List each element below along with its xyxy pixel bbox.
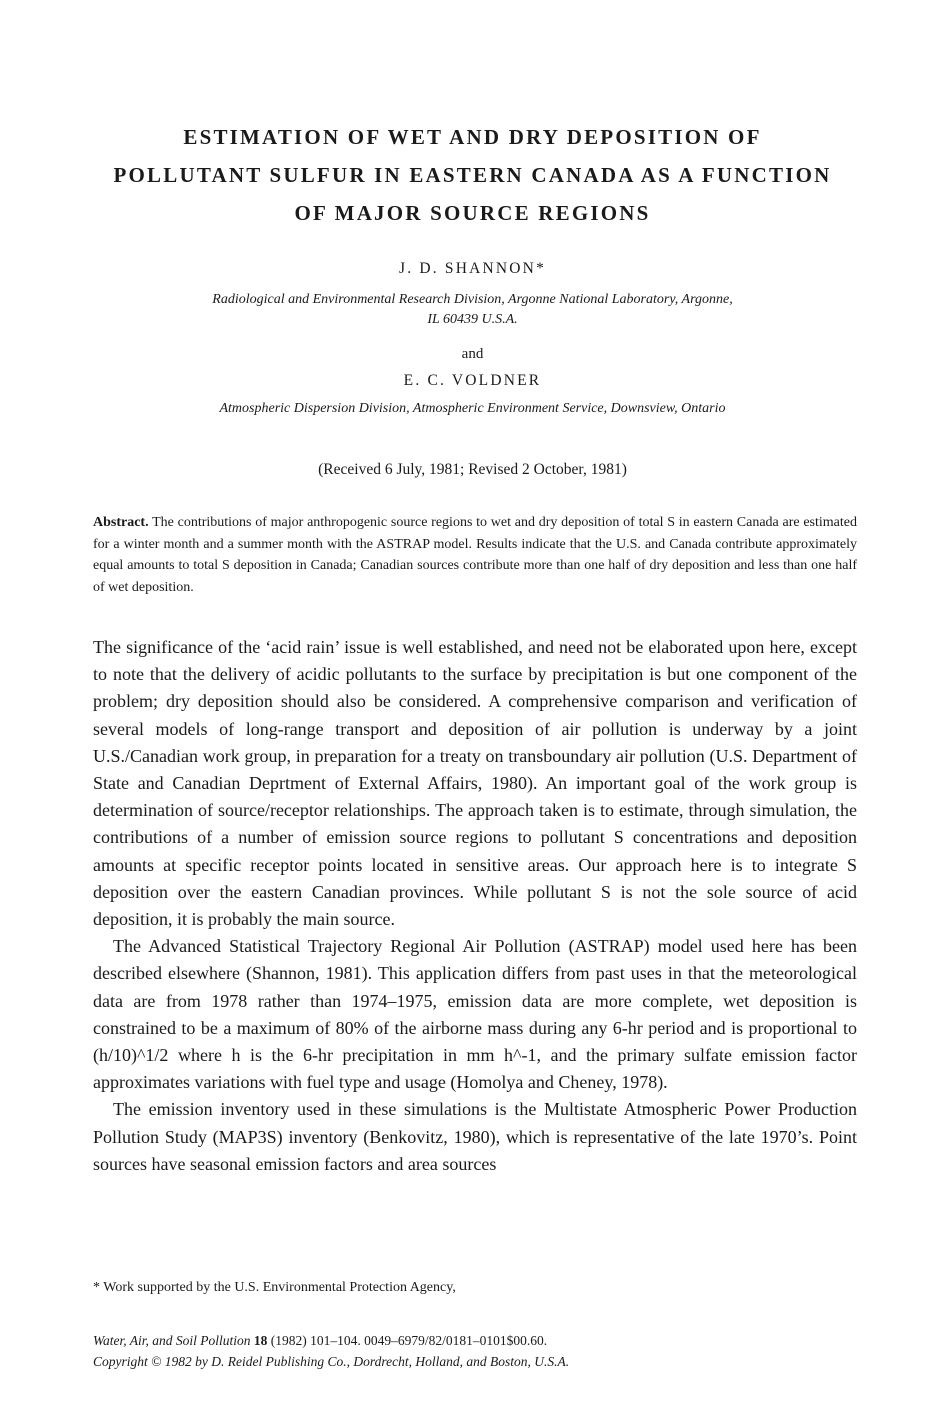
body-paragraph-3: The emission inventory used in these simulations is the Multistate Atmospheric Power Production Pollution Study (MAP3S) inventory (Benkovitz, 1980), which is representative of the late 1970’s. Point sources have seasonal emission factors and area sources bbox=[93, 1099, 857, 1174]
author-1-affiliation bbox=[140, 290, 805, 330]
title-line-2: POLLUTANT SULFUR IN EASTERN CANADA AS A FUNCTION bbox=[113, 163, 832, 187]
body-paragraph-1: The significance of the ‘acid rain’ issue is well established, and need not be elaborated upon here, except to note that the delivery of acidic pollutants to the surface by precipitation is but one component of the problem; dry deposition should also be considered. A comprehensive comparison and verification of several models of long-range transport and deposition of air pollution is underway by a joint U.S./Canadian work group, in preparation for a treaty on transboundary air pollution (U.S. Department of State and Canadian Deprtment of External Affairs, 1980). An important goal of the work group is determination of source/receptor relationships. The approach taken is to estimate, through simulation, the contributions of a number of emission source regions to pollutant S concentrations and deposition amounts at specific receptor points located in sensitive areas. Our approach here is to integrate S deposition over the eastern Canadian provinces. While pollutant S is not the sole source of acid deposition, it is probably the main source. bbox=[93, 637, 857, 930]
author-1-name: J. D. SHANNON* bbox=[398, 260, 547, 277]
received-dates: (Received 6 July, 1981; Revised 2 October, 1981) bbox=[318, 461, 627, 478]
body-text bbox=[93, 634, 857, 1178]
abstract-label: Abstract. bbox=[93, 515, 149, 530]
abstract-text: The contributions of major anthropogenic source regions to wet and dry deposition of total S in eastern Canada are estimated for a winter month and a summer month with the ASTRAP model. Results indicate that the U.S. and Canada contribute approximately equal amounts to total S deposition in Canada; Canadian sources contribute more than one half of dry deposition and less than one half of wet deposition. bbox=[93, 515, 857, 595]
title-line-1: ESTIMATION OF WET AND DRY DEPOSITION OF bbox=[183, 125, 762, 149]
author-2-name: E. C. VOLDNER bbox=[403, 372, 542, 389]
journal-info bbox=[93, 1330, 569, 1372]
paper-title bbox=[60, 118, 885, 232]
author-2-affiliation: Atmospheric Dispersion Division, Atmospheric Environment Service, Downsview, Ontario bbox=[219, 401, 726, 416]
footnote: * Work supported by the U.S. Environmental Protection Agency, bbox=[93, 1280, 456, 1295]
journal-citation bbox=[93, 1330, 569, 1351]
journal-name: Water, Air, and Soil Pollution bbox=[93, 1333, 251, 1348]
title-line-3: OF MAJOR SOURCE REGIONS bbox=[294, 201, 651, 225]
journal-citation-rest: (1982) 101–104. 0049–6979/82/0181–0101$00.60. bbox=[270, 1333, 548, 1348]
author-1-affiliation-line-1: Radiological and Environmental Research Division, Argonne National Laboratory, Argonne, bbox=[212, 292, 733, 307]
body-paragraph-2: The Advanced Statistical Trajectory Regional Air Pollution (ASTRAP) model used here has been described elsewhere (Shannon, 1981). This application differs from past uses in that the meteorological data are from 1978 rather than 1974–1975, emission data are more complete, wet deposition is constrained to be a maximum of 80% of the airborne mass during any 6-hr period and is proportional to (h/10)^1/2 where h is the 6-hr precipitation in mm h^-1, and the primary sulfate emission factor approximates variations with fuel type and usage (Homolya and Cheney, 1978). bbox=[93, 936, 857, 1093]
abstract bbox=[93, 512, 857, 598]
author-1-affiliation-line-2: IL 60439 U.S.A. bbox=[427, 312, 518, 327]
author-separator: and bbox=[461, 346, 484, 362]
journal-volume: 18 bbox=[253, 1333, 268, 1348]
journal-copyright: Copyright © 1982 by D. Reidel Publishing Co., Dordrecht, Holland, and Boston, U.S.A. bbox=[93, 1354, 570, 1369]
